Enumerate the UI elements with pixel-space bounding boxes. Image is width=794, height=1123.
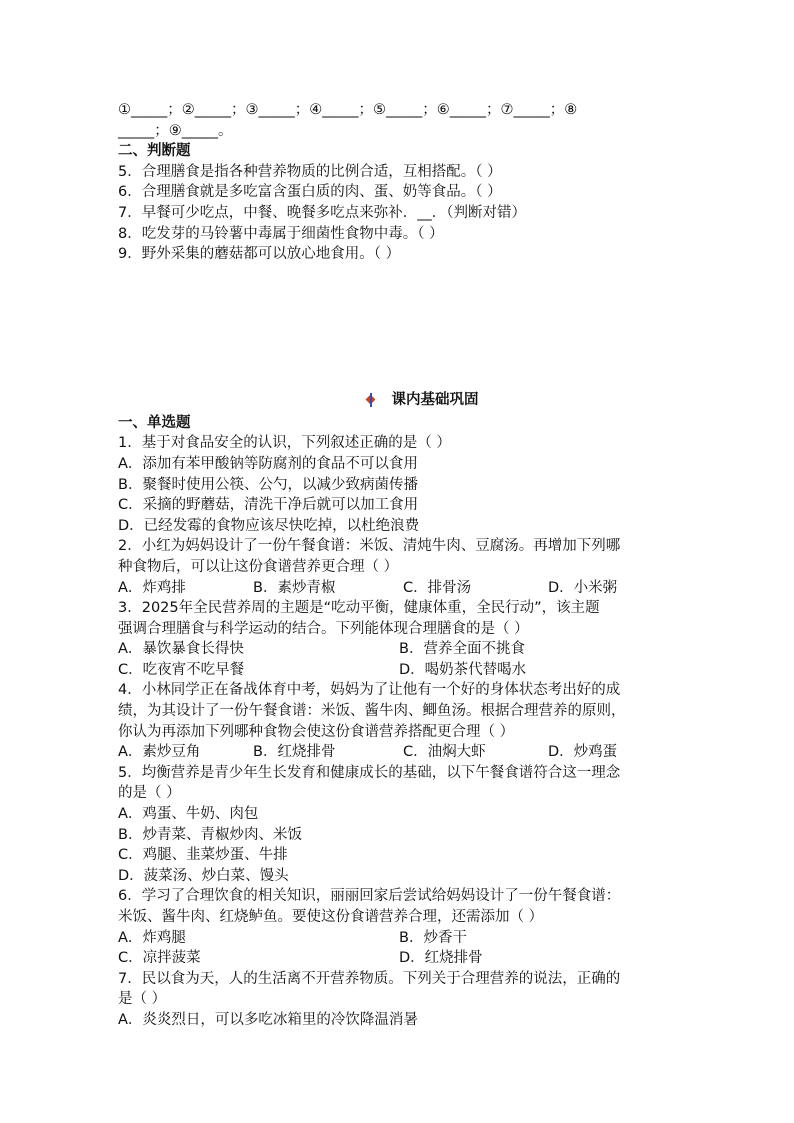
- question-3-stem-1: 3．2025年全民营养周的主题是“吃动平衡，健康体重，全民行动”，该主题: [118, 600, 600, 617]
- question-4-stem-1: 4．小林同学正在备战体育中考，妈妈为了让他有一个好的身体状态考出好的成: [118, 682, 621, 699]
- question-5-stem-1: 5．均衡营养是青少年生长发育和健康成长的基础，以下午餐食谱符合这一理念: [118, 764, 621, 781]
- question-5-option-c: C．鸡腿、韭菜炒蛋、牛排: [118, 847, 288, 864]
- question-2-stem-1: 2．小红为妈妈设计了一份午餐食谱：米饭、清炖牛肉、豆腐汤。再增加下列哪: [118, 538, 621, 555]
- judge-heading: 二、判断题: [118, 143, 191, 160]
- question-5-option-b: B．炒青菜、青椒炒肉、米饭: [118, 826, 302, 843]
- question-7-option-a: A．炎炎烈日，可以多吃冰箱里的冷饮降温消暑: [118, 1011, 418, 1028]
- question-3-option-d: D．喝奶茶代替喝水: [399, 661, 527, 678]
- question-4-options: [118, 742, 718, 763]
- choice-heading: 一、单选题: [118, 414, 191, 431]
- section-header: [118, 387, 718, 413]
- question-3-option-b: B．营养全面不挑食: [399, 641, 525, 658]
- fill-blank-row-2: _____；⑨_____。: [118, 122, 233, 139]
- question-6-options-row-2: [118, 948, 718, 969]
- question-6-option-b: B．炒香干: [399, 929, 467, 946]
- question-2-stem-2: 种食物后，可以让这份食谱营养更合理（ ）: [118, 558, 399, 575]
- question-6-option-a: A．炸鸡腿: [118, 929, 186, 946]
- diamond-icon: [364, 393, 378, 407]
- question-4-stem-3: 你认为再添加下列哪种食物会使这份食谱营养搭配更合理（ ）: [118, 723, 515, 740]
- question-5-option-a: A．鸡蛋、牛奶、肉包: [118, 806, 259, 823]
- question-6-stem-1: 6．学习了合理饮食的相关知识，丽丽回家后尝试给妈妈设计了一份午餐食谱：: [118, 888, 621, 905]
- question-4-stem-2: 绩，为其设计了一份午餐食谱：米饭、酱牛肉、鲫鱼汤。根据合理营养的原则，: [118, 703, 626, 720]
- spacer: [118, 265, 718, 387]
- question-3-option-c: C．吃夜宵不吃早餐: [118, 661, 245, 678]
- question-3-option-a: A．暴饮暴食长得快: [118, 641, 244, 658]
- judge-item-9: 9．野外采集的蘑菇都可以放心地食用。（ ）: [118, 246, 401, 263]
- question-2-option-b: B．素炒青椒: [253, 579, 336, 596]
- question-1-option-a: A．添加有苯甲酸钠等防腐剂的食品不可以食用: [118, 455, 418, 472]
- question-7-stem-2: 是（ ）: [118, 991, 167, 1008]
- question-2-option-a: A．炸鸡排: [118, 579, 186, 596]
- question-4-option-b: B．红烧排骨: [253, 744, 336, 761]
- question-4-option-a: A．素炒豆角: [118, 744, 201, 761]
- question-1-option-d: D．已经发霉的食物应该尽快吃掉，以杜绝浪费: [118, 517, 420, 534]
- question-2-option-c: C．排骨汤: [403, 579, 472, 596]
- question-1-stem: 1．基于对食品安全的认识，下列叙述正确的是（ ）: [118, 435, 451, 452]
- question-6-options-row-1: [118, 928, 718, 949]
- question-2-option-d: D．小米粥: [548, 579, 618, 596]
- fill-blank-row-1: ①_____；②_____；③_____；④_____；⑤_____；⑥_____；⑦_____；⑧: [118, 102, 578, 118]
- question-2-options: [118, 578, 718, 599]
- question-3-options-row-2: [118, 660, 718, 681]
- judge-item-7: 7．早餐可少吃点，中餐、晚餐多吃点来弥补．__．（判断对错）: [118, 204, 526, 221]
- judge-item-8: 8．吃发芽的马铃薯中毒属于细菌性食物中毒。（ ）: [118, 225, 444, 242]
- judge-item-6: 6．合理膳食就是多吃富含蛋白质的肉、蛋、奶等食品。（ ）: [118, 184, 502, 201]
- judge-item-5: 5．合理膳食是指各种营养物质的比例合适，互相搭配。（ ）: [118, 163, 502, 180]
- question-6-option-d: D．红烧排骨: [399, 950, 483, 967]
- question-3-stem-2: 强调合理膳食与科学运动的结合。下列能体现合理膳食的是（ ）: [118, 620, 529, 637]
- question-6-stem-2: 米饭、酱牛肉、红烧鲈鱼。要使这份食谱营养合理，还需添加（ ）: [118, 909, 544, 925]
- question-6-option-c: C．凉拌菠菜: [118, 950, 201, 967]
- document-page: [118, 100, 718, 1031]
- section-title: 课内基础巩固: [391, 391, 479, 408]
- question-1-option-b: B．聚餐时使用公筷、公勺，以减少致病菌传播: [118, 476, 418, 493]
- question-3-options-row-1: [118, 639, 718, 660]
- question-1-option-c: C．采摘的野蘑菇，清洗干净后就可以加工食用: [118, 497, 419, 514]
- question-5-option-d: D．菠菜汤、炒白菜、馒头: [118, 867, 289, 884]
- question-4-option-c: C．油焖大虾: [403, 744, 486, 761]
- question-4-option-d: D．炒鸡蛋: [548, 744, 618, 761]
- question-7-stem-1: 7．民以食为天，人的生活离不开营养物质。下列关于合理营养的说法，正确的: [118, 970, 621, 987]
- question-5-stem-2: 的是（ ）: [118, 785, 181, 802]
